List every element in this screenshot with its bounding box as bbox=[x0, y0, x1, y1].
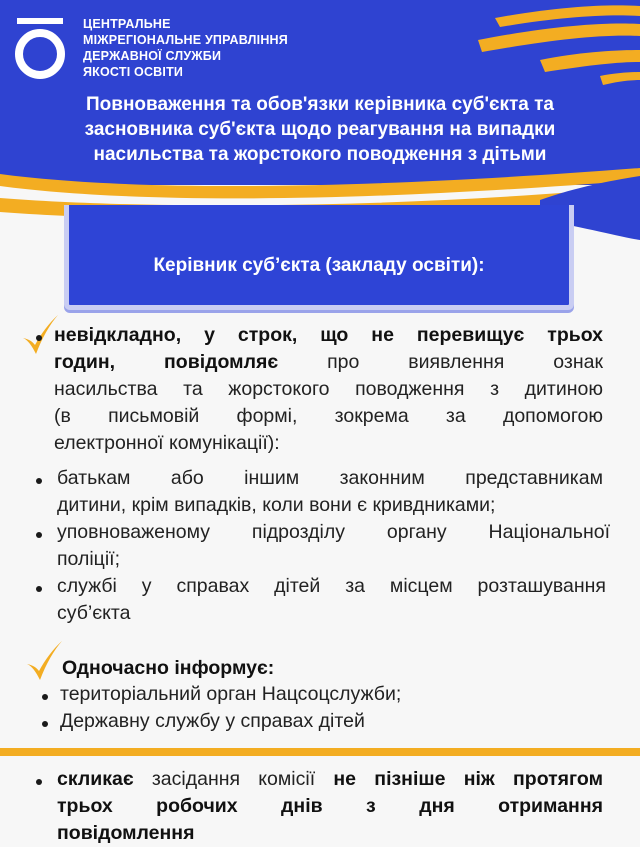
list-item-line: поліції; bbox=[57, 548, 121, 570]
commission-rest-a: засідання комісії bbox=[151, 768, 316, 790]
org-name-line: МІЖРЕГІОНАЛЬНЕ УПРАВЛІННЯ bbox=[83, 33, 288, 47]
title-line: Повноваження та обов'язки керівника суб'єкта та bbox=[86, 94, 554, 115]
org-name-line: ДЕРЖАВНОЇ СЛУЖБИ bbox=[83, 49, 222, 63]
main-item-line5: електронної комунікації): bbox=[54, 432, 280, 454]
bullet-icon bbox=[36, 779, 42, 785]
main-item-line4: (в письмовій формі, зокрема за допомогою bbox=[54, 405, 603, 427]
main-item-line3: насильства та жорстокого поводження з дитиною bbox=[54, 378, 603, 400]
checkmark-icon bbox=[24, 640, 64, 682]
main-item-bold-a: невідкладно, у строк, що не перевищує трьох bbox=[54, 324, 603, 346]
bullet-icon bbox=[36, 532, 42, 538]
bullet-icon bbox=[42, 721, 48, 727]
bullet-icon bbox=[42, 694, 48, 700]
list-item-line: службі у справах дітей за місцем розташування bbox=[57, 575, 606, 597]
bullet-icon bbox=[36, 586, 42, 592]
bullet-icon bbox=[36, 335, 42, 341]
title-line: засновника суб'єкта щодо реагування на випадки bbox=[84, 119, 556, 140]
commission-bold-b: не пізніше ніж протягом bbox=[333, 768, 603, 790]
page-title bbox=[30, 92, 610, 167]
list-item: територіальний орган Нацсоцслужби; bbox=[60, 683, 402, 705]
main-item-bold-b: годин, повідомляє bbox=[54, 351, 279, 373]
role-title: Керівник суб’єкта (закладу освіти): bbox=[153, 255, 485, 276]
main-item bbox=[54, 322, 603, 457]
list-item bbox=[57, 573, 606, 627]
title-line: насильства та жорстокого поводження з дітьми bbox=[93, 144, 547, 165]
simultaneous-heading: Одночасно інформує: bbox=[62, 657, 275, 679]
list-item: Державну службу у справах дітей bbox=[60, 710, 365, 732]
org-name-line: ЦЕНТРАЛЬНЕ bbox=[83, 17, 171, 31]
commission-line2: трьох робочих днів з дня отримання bbox=[57, 795, 603, 817]
commission-bold-a: скликає bbox=[57, 768, 134, 790]
role-box bbox=[64, 205, 574, 310]
list-item-line: дитини, крім випадків, коли вони є кривдниками; bbox=[57, 494, 496, 516]
list-item bbox=[57, 465, 603, 519]
main-item-rest-b: про виявлення ознак bbox=[327, 351, 603, 373]
org-name-line: ЯКОСТІ ОСВІТИ bbox=[83, 65, 184, 79]
organization-name bbox=[83, 16, 413, 80]
bullet-icon bbox=[36, 478, 42, 484]
commission-line3: повідомлення bbox=[57, 822, 195, 844]
org-logo-icon bbox=[14, 18, 66, 80]
list-item-line: суб’єкта bbox=[57, 602, 131, 624]
list-item-line: батькам або іншим законним представникам bbox=[57, 467, 603, 489]
commission-item bbox=[57, 766, 603, 847]
list-item bbox=[57, 519, 610, 573]
separator-bar bbox=[0, 748, 640, 756]
list-item-line: уповноваженому підрозділу органу Національної bbox=[57, 521, 610, 543]
